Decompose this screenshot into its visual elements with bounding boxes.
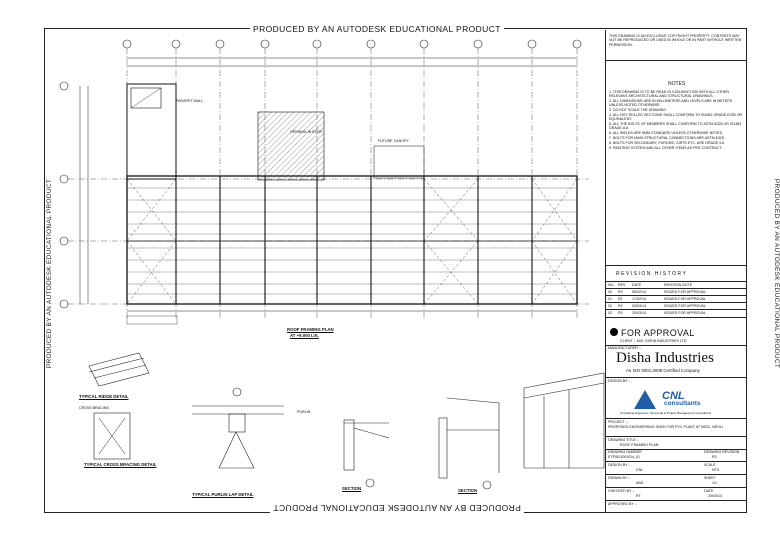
cross-bracing-title: TYPICAL CROSS BRACING DETAIL	[84, 462, 157, 467]
rev-cell: 03	[608, 311, 612, 315]
opening-label: OPENING IN ROOF	[290, 130, 323, 134]
rev-cell: 20/03/14	[632, 311, 646, 315]
design-by-label: DESIGN BY :-	[608, 379, 631, 383]
drawing-revision: R3	[712, 455, 717, 459]
notes-item: 1. THIS DRAWING IS TO BE READ IN CONJUNCTION WITH ALL OTHER RELEVANT ARCHITECTURAL AND STRUCTURAL DRAWINGS.	[609, 90, 729, 99]
consultants-name: consultants	[664, 400, 701, 407]
future-canopy-label: FUTURE CANOPY	[378, 139, 409, 143]
drawn-by-label: DRAWN BY :-	[608, 476, 631, 480]
rev-cell: ISSUED FOR APPROVAL	[664, 311, 706, 315]
checked-by-label: CHECKED BY :-	[608, 489, 635, 493]
grid-bubbles-top	[123, 40, 581, 48]
sheet-label: SHEET	[704, 476, 716, 480]
rev-cell: ISSUED FOR APPROVAL	[664, 290, 706, 294]
notes-title: NOTES	[668, 81, 686, 87]
drawing-revision-label: DRAWING REVISION	[704, 450, 740, 454]
parapet-label: PARAPET WALL	[176, 99, 204, 103]
rev-cell: R0	[618, 290, 623, 294]
section-two-title: SECTION	[458, 488, 478, 493]
rev-header-note: REVISION NOTE	[664, 283, 693, 287]
project-name: PROPOSED ENGINEERING SHED FOR PVC PLANT AT MIDC, NEOLI	[608, 425, 724, 429]
title-block	[605, 30, 746, 512]
drawing-number-label: DRAWING NUMBER	[608, 450, 642, 454]
rev-cell: 02	[608, 304, 612, 308]
project-label: PROJECT :-	[608, 420, 628, 424]
company-name: Disha Industries	[616, 350, 714, 366]
ridge-detail-title: TYPICAL RIDGE DETAIL	[79, 394, 129, 399]
rev-cell: 06/02/14	[632, 290, 646, 294]
notes-item: 5. ALL THE BOLTS OF MEMBERS SHALL CONFORM TO ASTM A325 OR IS1363 GRADE-8.8.	[609, 122, 742, 131]
notes-item: 6. ALL WELDS ARE 6MM STANDARD UNLESS OTHERWISE NOTED.	[609, 131, 724, 135]
revision-title: REVISION HISTORY	[616, 271, 688, 277]
designed-by-label: DESIGN BY :-	[608, 463, 631, 467]
approved-by-label: APPROVED BY :-	[608, 502, 637, 506]
rev-header-no: NO.	[608, 283, 615, 287]
watermark-top: PRODUCED BY AN AUTODESK EDUCATIONAL PRODUCT	[250, 24, 504, 34]
drawing-number: ETP/IE/1001/D4_01	[608, 455, 640, 459]
sheet-value: 1/1	[712, 481, 717, 485]
notes-item: 2. ALL DIMENSIONS ARE IN MILLIMETERS AND LEVELS ARE IN METERS UNLESS NOTED OTHERWISE.	[609, 99, 733, 108]
approval-stamp-icon	[610, 328, 618, 336]
rev-cell: 01	[608, 297, 612, 301]
notes-item: 3. DO NOT SCALE THE DRAWING.	[609, 108, 668, 112]
watermark-left: PRODUCED BY AN AUTODESK EDUCATIONAL PRODUCT	[46, 178, 54, 369]
plan-title: ROOF FRAMING PLAN	[287, 327, 334, 332]
drawing-title: ROOF FRAMING PLAN	[620, 443, 659, 447]
watermark-right: PRODUCED BY AN AUTODESK EDUCATIONAL PRODUCT	[773, 178, 780, 369]
approval-status: FOR APPROVAL	[621, 328, 695, 338]
iso-certification: An ISO 9001:2008 Certified Company	[626, 368, 700, 373]
cnl-logo-icon	[634, 390, 656, 409]
section-one-title: SECTION	[342, 486, 362, 491]
scale-value: NTS	[712, 468, 720, 472]
notes-item: 7. BOLTS FOR MAIN STRUCTURAL CONNECTIONS ARE ASTM A325.	[609, 136, 725, 140]
scale-label: SCALE	[704, 463, 716, 467]
checked-by: RT	[636, 494, 641, 498]
rev-cell: R1	[618, 297, 623, 301]
purlin-note: PURLIN	[297, 410, 311, 414]
watermark-bottom: PRODUCED BY AN AUTODESK EDUCATIONAL PRODUCT	[270, 503, 524, 513]
date-value: 20/03/14	[708, 494, 722, 498]
rev-header-rev: REV	[618, 283, 626, 287]
plan-subtitle: AT +9.000 LVL	[290, 333, 319, 338]
rev-header-date: DATE	[632, 283, 642, 287]
frame-elevation-sketch	[524, 373, 604, 468]
client-line: CLIENT :- M/S. DISHA INDUSTRIES LTD.	[620, 339, 688, 343]
rev-cell: R3	[618, 311, 623, 315]
purlin-lap-sketch	[192, 388, 284, 468]
date-label: DATE	[704, 489, 714, 493]
notes-item: 9. PAINTING SYSTEM AND ALL OTHER ITEMS AS PER CONTRACT.	[609, 146, 723, 150]
rev-cell: 00	[608, 290, 612, 294]
cross-bracing-note: CROSS BRACING	[79, 406, 110, 410]
notes-item: 8. BOLTS FOR SECONDARY, PURLINS, GIRTS ETC. ARE GRADE 4.6.	[609, 141, 725, 145]
drawn-by: ABD	[636, 481, 644, 485]
ridge-detail-sketch	[89, 353, 149, 386]
cnl-tagline: Consulting Engineers, Structural & Project Management Consultants	[620, 411, 712, 415]
drawing-title-label: DRAWING TITLE :-	[608, 438, 640, 442]
section-one-sketch	[344, 420, 389, 487]
copyright-note: THIS DRAWING IS AN EXCLUSIVE COPYRIGHT PROPERTY. CONTENTS MAY NOT BE REPRODUCED OR USED IN WHOLE OR IN PART WITHOUT WRITTEN PERMISSION.	[609, 34, 742, 47]
section-two-sketch	[439, 398, 499, 489]
rev-cell: ISSUED FOR APPROVAL	[664, 304, 706, 308]
notes-item: 4. ALL HOT ROLLED SECTIONS SHALL CONFORM TO IS2062 GRADE-E250 OR EQUIVALENT.	[609, 113, 743, 122]
roof-framing-plan-drawing	[44, 28, 606, 513]
rev-cell: ISSUED FOR APPROVAL	[664, 297, 706, 301]
manufacturer-label: MANUFACTURER :-	[608, 346, 642, 350]
purlin-lap-title: TYPICAL PURLIN LAP DETAIL	[192, 492, 254, 497]
rev-cell: R2	[618, 304, 623, 308]
rev-cell: 17/02/14	[632, 297, 646, 301]
designed-by: CNL	[636, 468, 644, 472]
cnl-name: CNL	[662, 390, 685, 402]
rev-cell: 03/03/14	[632, 304, 646, 308]
